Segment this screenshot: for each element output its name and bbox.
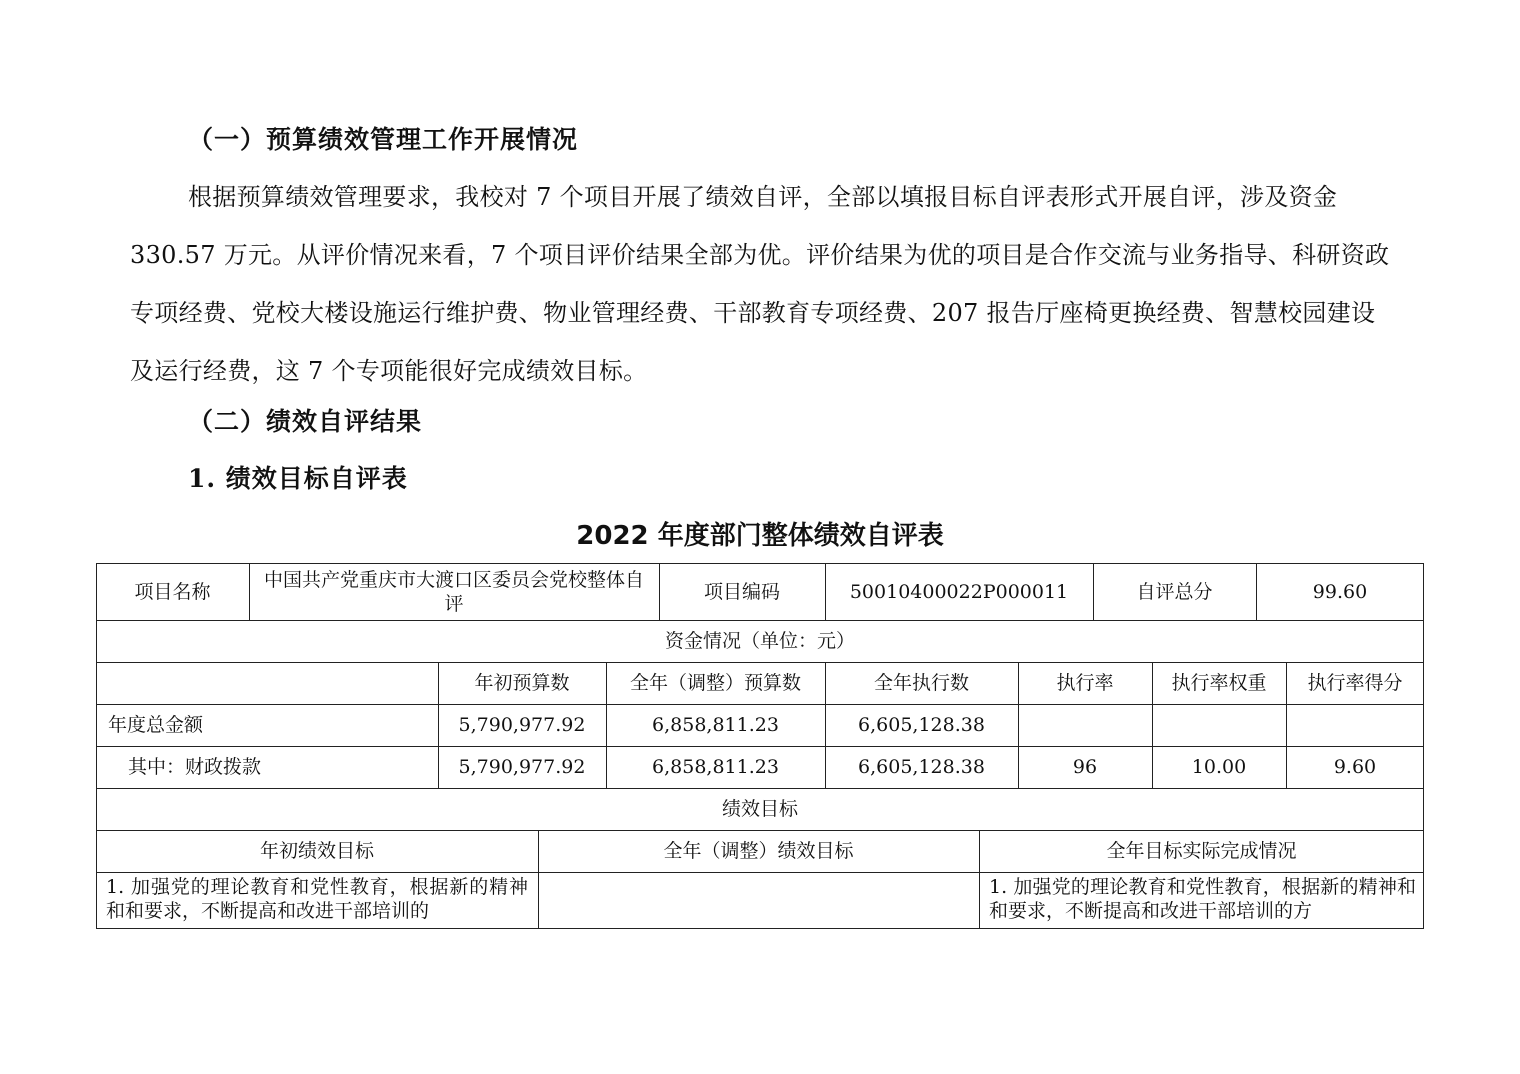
row-label-total: 年度总金额 [108, 714, 204, 736]
actual-goal-text: 1. 加强党的理论教育和党性教育，根据新的精神和和要求，不断提高和改进干部培训的方 [989, 876, 1416, 922]
table-cell: 5,790,977.92 [458, 756, 586, 778]
initial-goal-text: 1. 加强党的理论教育和党性教育，根据新的精神和和要求，不断提高和改进干部培训的 [106, 876, 528, 922]
column-header: 执行率权重 [1171, 672, 1267, 694]
table-cell: 9.60 [1333, 756, 1377, 778]
column-header: 年初预算数 [474, 672, 570, 694]
table-cell: 6,858,811.23 [652, 756, 779, 778]
column-header: 执行率得分 [1307, 672, 1403, 694]
table-cell [1018, 704, 1152, 746]
self-score-value: 99.60 [1312, 580, 1368, 603]
project-name-value: 中国共产党重庆市大渡口区委员会党校整体自评 [263, 568, 644, 615]
project-code-value: 50010400022P000011 [849, 580, 1069, 603]
body-paragraph [130, 168, 1392, 400]
column-header: 全年（调整）预算数 [629, 672, 801, 694]
performance-table [96, 563, 1424, 929]
section-heading-2: （二）绩效自评结果 [188, 407, 423, 436]
funds-header: 资金情况（单位：元） [664, 630, 855, 652]
table-cell: 6,605,128.38 [858, 756, 985, 778]
column-header: 全年执行数 [873, 672, 969, 694]
table-border [96, 928, 1424, 929]
goal-column-header: 全年目标实际完成情况 [1106, 840, 1297, 862]
table-cell: 5,790,977.92 [458, 714, 586, 736]
table-cell: 6,605,128.38 [858, 714, 985, 736]
goals-header: 绩效目标 [721, 798, 798, 820]
self-score-label: 自评总分 [1136, 580, 1213, 603]
paragraph-text: 根据预算绩效管理要求，我校对 7 个项目开展了绩效自评，全部以填报目标自评表形式开展自评，涉及资金 330.57 万元。从评价情况来看，7 个项目评价结果全部为优。评价结果为优的项目是合作交流与业务指导、科研资政专项经费、党校大楼设施运行维护费、物业管理经费、干部教育专项经费、207 报告厅座椅更换经费、智慧校园建设及运行经费，这 7 个专项能很好完成绩效目标。 [130, 183, 1390, 385]
table-cell [1286, 704, 1424, 746]
row-label-fiscal: 其中：财政拨款 [128, 756, 262, 778]
project-name-label: 项目名称 [134, 580, 211, 603]
table-cell: 6,858,811.23 [652, 714, 779, 736]
goal-column-header: 年初绩效目标 [259, 840, 374, 862]
section-heading-1: （一）预算绩效管理工作开展情况 [188, 125, 579, 154]
table-title: 2022 年度部门整体绩效自评表 [576, 521, 944, 551]
table-cell: 10.00 [1191, 756, 1247, 778]
subsection-heading: 1. 绩效目标自评表 [188, 464, 408, 493]
table-cell [1152, 704, 1286, 746]
column-header: 执行率 [1056, 672, 1114, 694]
project-code-label: 项目编码 [703, 580, 780, 603]
goal-column-header: 全年（调整）绩效目标 [663, 840, 854, 862]
table-cell: 96 [1072, 756, 1098, 778]
adjusted-goal-text [538, 872, 979, 928]
